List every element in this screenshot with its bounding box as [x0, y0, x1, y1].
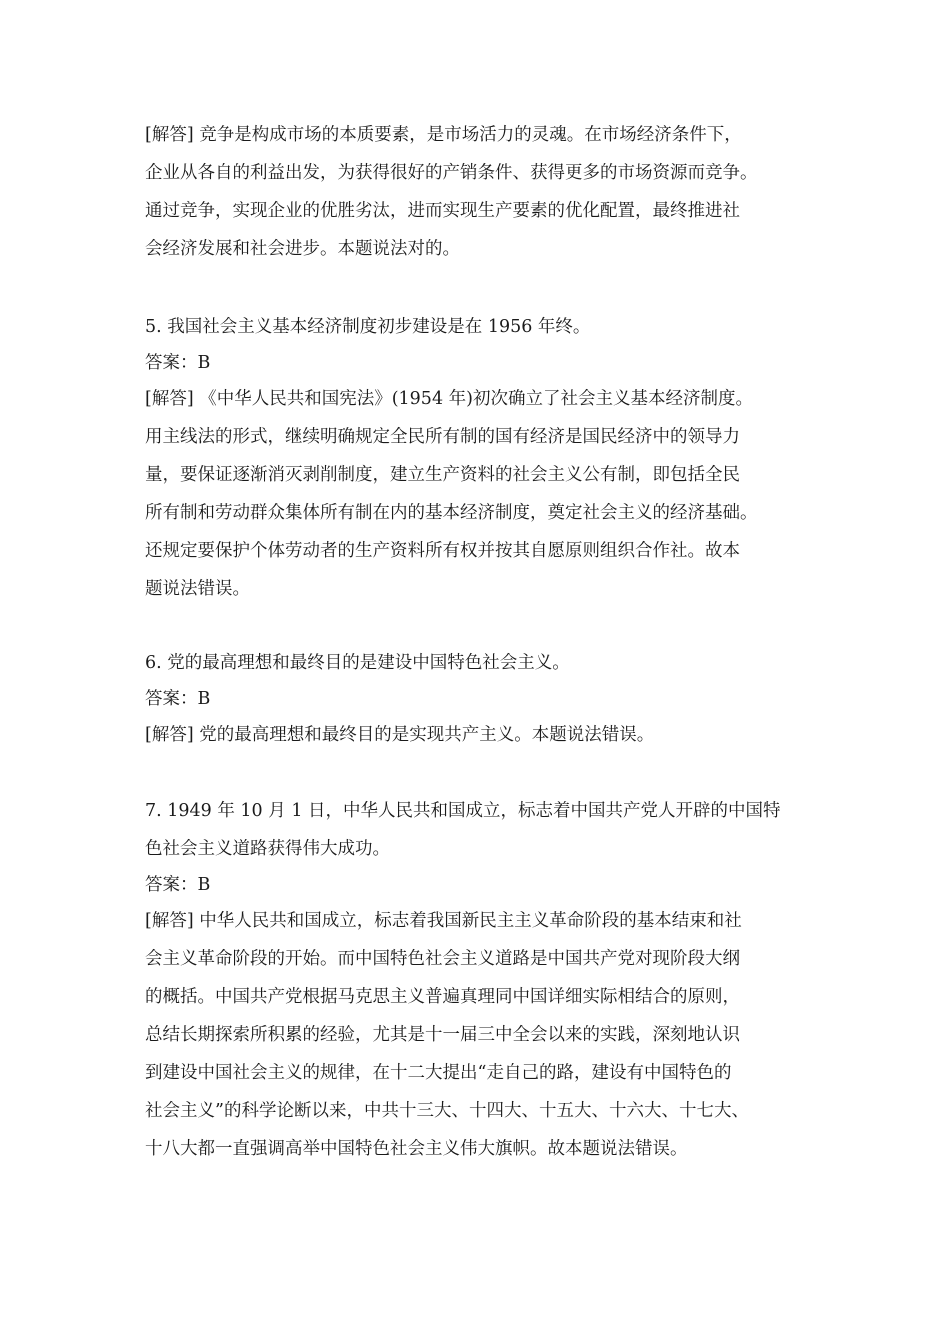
q5-explanation-line-2: 用主线法的形式，继续明确规定全民所有制的国有经济是国民经济中的领导力: [145, 427, 740, 447]
q4-explanation-line-1: [解答] 竞争是构成市场的本质要素，是市场活力的灵魂。在市场经济条件下，: [145, 125, 742, 145]
q7-question-line-2: 色社会主义道路获得伟大成功。: [145, 839, 390, 859]
q4-explanation-line-3: 通过竞争，实现企业的优胜劣汰，进而实现生产要素的优化配置，最终推进社: [145, 201, 740, 221]
q7-explanation-line-7: 十八大都一直强调高举中国特色社会主义伟大旗帜。故本题说法错误。: [145, 1139, 688, 1159]
q7-explanation-line-5: 到建设中国社会主义的规律，在十二大提出“走自己的路，建设有中国特色的: [145, 1063, 732, 1083]
q6-explanation-line-1: [解答] 党的最高理想和最终目的是实现共产主义。本题说法错误。: [145, 725, 655, 745]
q7-explanation-line-2: 会主义革命阶段的开始。而中国特色社会主义道路是中国共产党对现阶段大纲: [145, 949, 740, 969]
q7-explanation-line-6: 社会主义”的科学论断以来，中共十三大、十四大、十五大、十六大、十七大、: [145, 1101, 749, 1121]
q7-answer: 答案：B: [145, 875, 211, 895]
q6-answer: 答案：B: [145, 689, 211, 709]
q5-explanation-line-1: [解答] 《中华人民共和国宪法》(1954 年)初次确立了社会主义基本经济制度。: [145, 389, 753, 409]
q5-explanation-line-6: 题说法错误。: [145, 579, 250, 599]
q7-explanation-line-1: [解答] 中华人民共和国成立，标志着我国新民主主义革命阶段的基本结束和社: [145, 911, 742, 931]
q6-question: 6. 党的最高理想和最终目的是建设中国特色社会主义。: [145, 653, 570, 673]
q7-explanation-line-3: 的概括。中国共产党根据马克思主义普遍真理同中国详细实际相结合的原则，: [145, 987, 740, 1007]
q5-explanation-line-3: 量，要保证逐渐消灭剥削制度，建立生产资料的社会主义公有制，即包括全民: [145, 465, 740, 485]
q4-explanation-line-2: 企业从各自的利益出发，为获得很好的产销条件、获得更多的市场资源而竞争。: [145, 163, 758, 183]
q7-explanation-line-4: 总结长期探索所积累的经验，尤其是十一届三中全会以来的实践，深刻地认识: [145, 1025, 740, 1045]
q5-explanation-line-5: 还规定要保护个体劳动者的生产资料所有权并按其自愿原则组织合作社。故本: [145, 541, 740, 561]
q5-answer: 答案：B: [145, 353, 211, 373]
q5-question: 5. 我国社会主义基本经济制度初步建设是在 1956 年终。: [145, 317, 591, 337]
q4-explanation-line-4: 会经济发展和社会进步。本题说法对的。: [145, 239, 460, 259]
q5-explanation-line-4: 所有制和劳动群众集体所有制在内的基本经济制度，奠定社会主义的经济基础。: [145, 503, 758, 523]
q7-question-line-1: 7. 1949 年 10 月 1 日，中华人民共和国成立，标志着中国共产党人开辟的中国特: [145, 801, 781, 821]
